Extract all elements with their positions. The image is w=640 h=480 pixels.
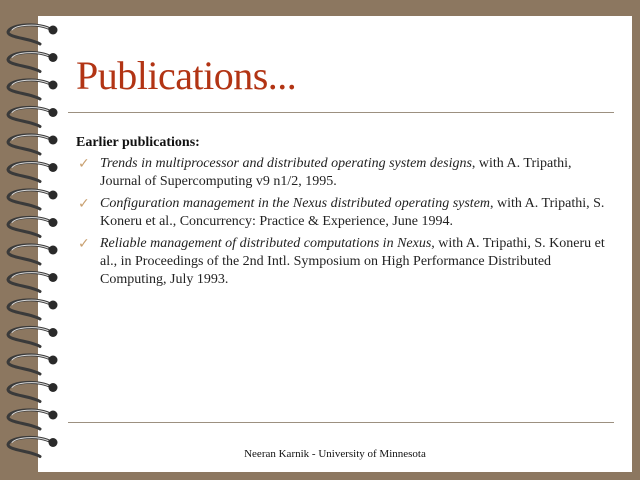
publication-details: , with A. Tripathi, Journal of Supercomputing v9 n1/2, 1995. [100,156,572,189]
list-item [76,195,606,231]
binding-ring-icon [8,382,58,401]
binding-ring-icon [8,437,58,456]
binding-ring-icon [8,162,58,181]
slide-footer: Neeran Karnik - University of Minnesota [244,448,426,460]
binding-ring-icon [8,135,58,154]
publication-title: Configuration management in the Nexus distributed operating system [100,196,491,211]
binding-ring-icon [8,272,58,291]
checkmark-icon: ✓ [78,236,90,252]
binding-ring-icon [8,300,58,319]
checkmark-icon: ✓ [78,156,90,172]
list-item [76,155,606,191]
binding-ring-icon [8,190,58,209]
binding-ring-icon [8,217,58,236]
slide-page [38,16,632,472]
binding-ring-icon [8,410,58,429]
publication-details: , with A. Tripathi, S. Koneru et al., in Proceedings of the 2nd Intl. Symposium on High Performance Distributed Computing, July 1993. [100,236,605,287]
binding-ring-icon [8,245,58,264]
section-heading: Earlier publications: [76,135,200,150]
slide-title: Publications... [76,53,297,98]
binding-ring-icon [8,80,58,99]
binding-ring-icon [8,355,58,374]
publication-list [76,155,606,293]
title-divider [68,112,614,113]
list-item [76,235,606,289]
publication-title: Trends in multiprocessor and distributed operating system designs [100,156,472,171]
spiral-binding [0,20,64,470]
binding-ring-icon [8,52,58,71]
checkmark-icon: ✓ [78,196,90,212]
publication-title: Reliable management of distributed computations in Nexus [100,236,432,251]
binding-ring-icon [8,327,58,346]
footer-divider [68,422,614,423]
binding-ring-icon [8,25,58,44]
binding-ring-icon [8,107,58,126]
publication-details: , with A. Tripathi, S. Koneru et al., Concurrency: Practice & Experience, June 1994. [100,196,605,229]
